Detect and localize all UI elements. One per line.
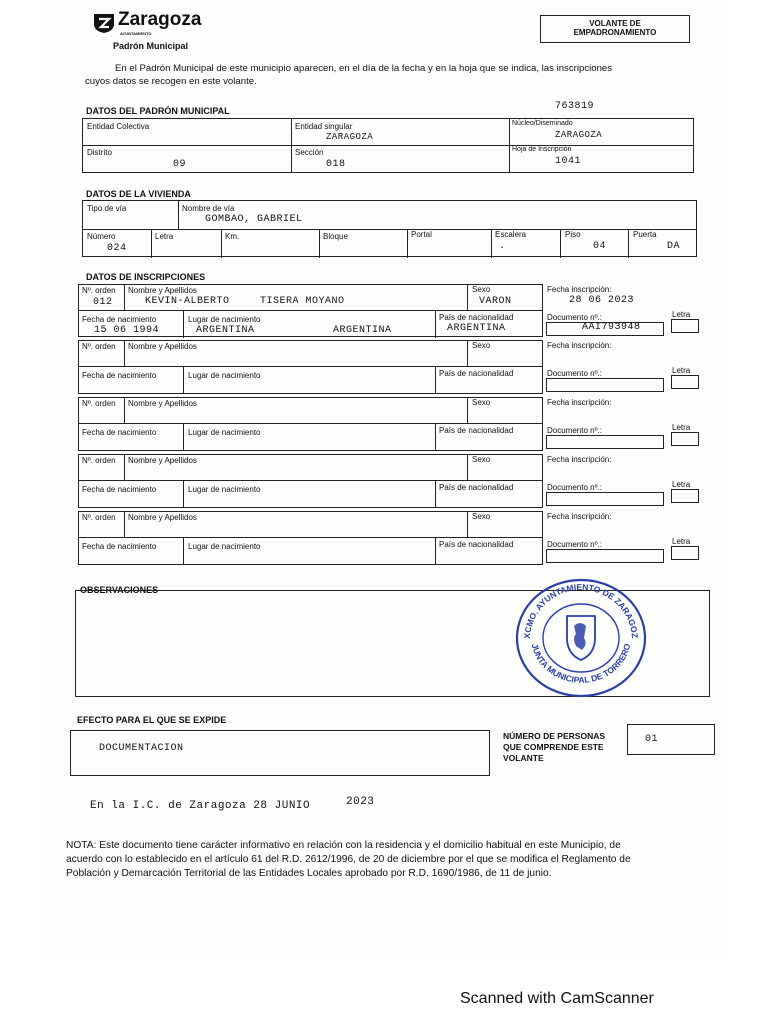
letra-label: Letra — [672, 537, 691, 546]
lugar-nacimiento-label: Lugar de nacimiento — [188, 542, 261, 551]
grid-line — [467, 397, 468, 423]
nombre-via-value: GOMBAO, GABRIEL — [205, 214, 303, 225]
sexo-label: Sexo — [472, 285, 491, 294]
letra-label: Letra — [155, 232, 174, 241]
seccion-value: 018 — [326, 159, 346, 170]
escalera-label: Escalera — [495, 230, 527, 239]
documento-label: Documento nº.: — [547, 369, 602, 378]
personas-value: 01 — [645, 734, 659, 745]
fecha-inscripcion-label: Fecha inscripción: — [547, 512, 612, 521]
fecha-nacimiento-label: Fecha de nacimiento — [82, 428, 157, 437]
grid-line — [435, 423, 436, 451]
piso-label: Piso — [565, 230, 581, 239]
grid-line — [467, 340, 468, 366]
piso-value: 04 — [593, 241, 607, 252]
personas-label-2: QUE COMPRENDE ESTE — [503, 742, 604, 752]
orden-label: Nº. orden — [82, 286, 116, 295]
lugar-nacimiento-label: Lugar de nacimiento — [188, 315, 261, 324]
fecha-inscripcion-label: Fecha inscripción: — [547, 455, 612, 464]
nucleo-value: ZARAGOZA — [555, 130, 603, 140]
documento-box — [546, 435, 664, 449]
nombre-label: Nombre y Apellidos — [128, 286, 197, 295]
seccion-label: Sección — [295, 148, 324, 157]
intro-text-1: En el Padrón Municipal de este municipio aparecen, en el día de la fecha y en la hoja que se indica, las inscripciones — [115, 63, 613, 74]
documento-label: Documento nº.: — [547, 426, 602, 435]
letra-box — [671, 319, 699, 333]
pais-nacionalidad-label: País de nacionalidad — [439, 369, 514, 378]
nombre-via-label: Nombre de vía — [182, 204, 235, 213]
grid-line — [435, 310, 436, 338]
letra-label: Letra — [672, 366, 691, 375]
efecto-value: DOCUMENTACION — [99, 743, 184, 754]
fecha-nacimiento-label: Fecha de nacimiento — [82, 542, 157, 551]
grid-line — [467, 511, 468, 537]
tipo-via-label: Tipo de vía — [87, 204, 127, 213]
grid-line — [467, 284, 468, 310]
nombre-label: Nombre y Apellidos — [128, 342, 197, 351]
lugar-nacimiento-label: Lugar de nacimiento — [188, 485, 261, 494]
office-title: Padrón Municipal — [113, 41, 189, 51]
letra-box — [671, 432, 699, 446]
entidad-singular-label: Entidad singular — [295, 122, 353, 131]
grid-line — [183, 423, 184, 451]
pais-nacionalidad-label: País de nacionalidad — [439, 426, 514, 435]
letra-label: Letra — [672, 480, 691, 489]
puerta-value: DA — [667, 241, 681, 252]
lugar-nacimiento-label: Lugar de nacimiento — [188, 371, 261, 380]
letra-box — [671, 546, 699, 560]
fecha-nacimiento-value: 15 06 1994 — [94, 325, 160, 336]
lugar-nacimiento-value: ARGENTINA — [196, 325, 255, 336]
grid-line — [183, 480, 184, 508]
fecha-nacimiento-label: Fecha de nacimiento — [82, 371, 157, 380]
pais-nacionalidad-label: País de nacionalidad — [439, 313, 514, 322]
grid-line — [78, 366, 543, 367]
orden-label: Nº. orden — [82, 513, 116, 522]
logo-subtext: AYUNTAMIENTO — [120, 31, 152, 36]
letra-box — [671, 375, 699, 389]
fecha-anio: 2023 — [346, 796, 375, 808]
grid-line — [78, 480, 543, 481]
grid-line — [467, 454, 468, 480]
sexo-label: Sexo — [472, 341, 491, 350]
grid-line — [78, 537, 543, 538]
doc-type-box — [540, 15, 690, 43]
nombre-label: Nombre y Apellidos — [128, 399, 197, 408]
scanner-watermark: Scanned with CamScanner — [460, 990, 654, 1007]
letra-box — [671, 489, 699, 503]
observaciones-title: OBSERVACIONES — [80, 585, 159, 595]
orden-value: 012 — [93, 297, 113, 308]
fecha-expedicion: En la I.C. de Zaragoza 28 JUNIO — [90, 800, 311, 812]
grid-line — [435, 480, 436, 508]
grid-line — [124, 397, 125, 423]
grid-line — [183, 310, 184, 338]
fecha-nacimiento-label: Fecha de nacimiento — [82, 315, 157, 324]
numero-value: 024 — [107, 243, 127, 254]
sexo-value: VARON — [479, 296, 512, 307]
doc-type-line1: VOLANTE DE — [589, 19, 641, 28]
fecha-inscripcion-label: Fecha inscripción: — [547, 341, 612, 350]
zaragoza-logo — [92, 12, 116, 34]
km-label: Km. — [225, 232, 240, 241]
padron-section-title: DATOS DEL PADRÓN MUNICIPAL — [86, 106, 230, 116]
documento-box — [546, 549, 664, 563]
entidad-singular-value: ZARAGOZA — [326, 132, 374, 142]
intro-text-2: cuyos datos se recogen en este volante. — [85, 76, 257, 87]
bloque-label: Bloque — [323, 232, 348, 241]
hoja-label: Hoja de Inscripción — [512, 146, 572, 153]
grid-line — [435, 537, 436, 565]
documento-box — [546, 378, 664, 392]
logo-text: Zaragoza — [118, 9, 202, 30]
nombre-label: Nombre y Apellidos — [128, 456, 197, 465]
sexo-label: Sexo — [472, 455, 491, 464]
nombre-value: KEVIN-ALBERTO — [145, 296, 230, 307]
grid-line — [435, 366, 436, 394]
distrito-value: 09 — [173, 159, 187, 170]
pais-nacionalidad-value: ARGENTINA — [447, 323, 506, 334]
puerta-label: Puerta — [633, 230, 657, 239]
distrito-label: Distrito — [87, 148, 112, 157]
grid-line — [124, 511, 125, 537]
official-stamp — [514, 576, 648, 700]
padron-table — [82, 118, 694, 173]
pais-nacionalidad-label: País de nacionalidad — [439, 540, 514, 549]
inscripciones-section-title: DATOS DE INSCRIPCIONES — [86, 272, 206, 282]
entidad-colectiva-label: Entidad Colectiva — [87, 122, 150, 131]
portal-label: Portal — [411, 230, 432, 239]
efecto-title: EFECTO PARA EL QUE SE EXPIDE — [77, 715, 227, 725]
fecha-inscripcion-value: 28 06 2023 — [569, 295, 635, 306]
stamp-text-top: XCMO. AYUNTAMIENTO DE ZARAGOZ — [521, 581, 641, 640]
sexo-label: Sexo — [472, 512, 491, 521]
apellidos-value: TISERA MOYANO — [260, 296, 345, 307]
orden-label: Nº. orden — [82, 342, 116, 351]
lugar-nacimiento-pais-value: ARGENTINA — [333, 325, 392, 336]
doc-type-line2: EMPADRONAMIENTO — [573, 28, 657, 37]
documento-label: Documento nº.: — [547, 540, 602, 549]
grid-line — [183, 537, 184, 565]
vivienda-section-title: DATOS DE LA VIVIENDA — [86, 189, 191, 199]
escalera-value: . — [499, 241, 506, 252]
numero-label: Número — [87, 232, 116, 241]
fecha-inscripcion-label: Fecha inscripción: — [547, 285, 612, 294]
grid-line — [124, 340, 125, 366]
orden-label: Nº. orden — [82, 456, 116, 465]
documento-value: AAI793948 — [582, 322, 641, 333]
personas-label-1: NÚMERO DE PERSONAS — [503, 731, 606, 741]
lugar-nacimiento-label: Lugar de nacimiento — [188, 428, 261, 437]
fecha-nacimiento-label: Fecha de nacimiento — [82, 485, 157, 494]
nombre-label: Nombre y Apellidos — [128, 513, 197, 522]
nota-line-2: acuerdo con lo establecido en el artículo 61 del R.D. 2612/1996, de 20 de diciembre por el que se modifica el Reglamento de — [66, 854, 631, 865]
nota-line-3: Población y Demarcación Territorial de las Entidades Locales aprobado por R.D. 1690/1986, de 11 de junio. — [66, 868, 552, 879]
sexo-label: Sexo — [472, 398, 491, 407]
stamp-text-bottom: JUNTA MUNICIPAL DE TORRERO — [529, 642, 633, 685]
grid-line — [183, 366, 184, 394]
documento-box — [546, 492, 664, 506]
pais-nacionalidad-label: País de nacionalidad — [439, 483, 514, 492]
grid-line — [78, 423, 543, 424]
fecha-inscripcion-label: Fecha inscripción: — [547, 398, 612, 407]
nota-line-1: NOTA: Este documento tiene carácter informativo en relación con la residencia y el domicilio habitual en este Municipio, de — [66, 840, 621, 851]
grid-line — [124, 454, 125, 480]
efecto-box — [70, 730, 490, 776]
documento-label: Documento nº.: — [547, 483, 602, 492]
orden-label: Nº. orden — [82, 399, 116, 408]
padron-number: 763819 — [555, 101, 595, 112]
nucleo-label: Núcleo/Diseminado — [512, 120, 573, 127]
letra-label: Letra — [672, 310, 691, 319]
letra-label: Letra — [672, 423, 691, 432]
hoja-value: 1041 — [555, 156, 582, 167]
grid-line — [78, 310, 543, 311]
personas-label-3: VOLANTE — [503, 753, 544, 763]
grid-line — [124, 284, 125, 310]
personas-box — [627, 724, 715, 755]
vivienda-table — [82, 200, 697, 257]
documento-label: Documento nº.: — [547, 313, 602, 322]
